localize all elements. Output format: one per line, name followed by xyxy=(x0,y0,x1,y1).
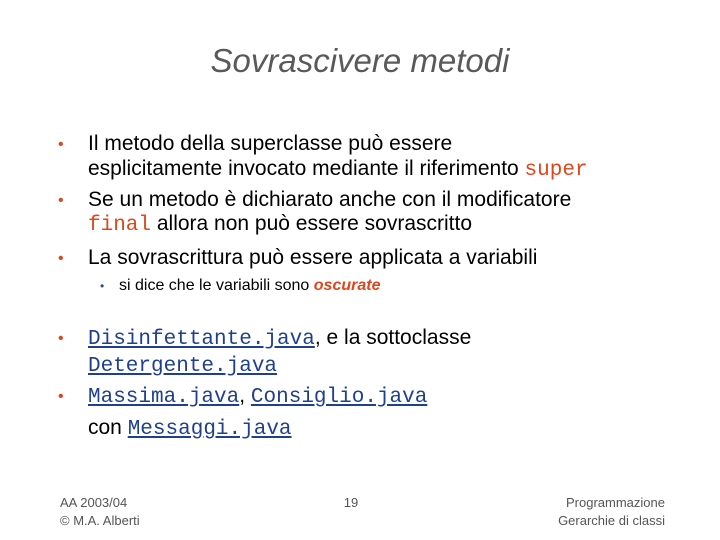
footer-right: Programmazione Gerarchie di classi xyxy=(558,495,665,528)
bullet-text xyxy=(88,353,277,379)
bullet-text: La sovrascrittura può essere applicata a variabili xyxy=(88,246,538,269)
link-consiglio[interactable]: Consiglio.java xyxy=(250,386,428,409)
bullet-text: Disinfettante.java, e la sottoclasse xyxy=(88,326,472,351)
bullet-icon: • xyxy=(58,250,64,267)
link-massima[interactable]: Massima.java xyxy=(88,386,240,409)
bullet-text: esplicitamente invocato mediante il riferimento super xyxy=(88,157,588,182)
slide-title: Sovrascivere metodi xyxy=(210,42,510,79)
footer-left: AA 2003/04 © M.A. Alberti xyxy=(60,495,140,528)
link-detergente[interactable]: Detergente.java xyxy=(88,355,278,378)
code-final: final xyxy=(88,214,152,237)
page-number: 19 xyxy=(343,495,359,510)
link-disinfettante[interactable]: Disinfettante.java xyxy=(88,328,315,351)
bullet-text: con Messaggi.java xyxy=(88,416,292,441)
bullet-text: Se un metodo è dichiarato anche con il modificatore xyxy=(88,188,572,211)
sub-bullet-icon: • xyxy=(100,279,105,293)
bullet-text: final allora non può essere sovrascritto xyxy=(88,212,473,237)
bullet-icon: • xyxy=(58,192,64,209)
bullet-icon: • xyxy=(58,330,64,347)
code-super: super xyxy=(524,159,588,182)
bullet-text: Il metodo della superclasse può essere xyxy=(88,132,453,155)
bullet-icon: • xyxy=(58,388,64,405)
link-messaggi[interactable]: Messaggi.java xyxy=(127,418,292,441)
bullet-text: Massima.java, Consiglio.java xyxy=(88,384,428,409)
bullet-icon: • xyxy=(58,136,64,153)
sub-bullet-text: si dice che le variabili sono oscurate xyxy=(119,277,381,294)
